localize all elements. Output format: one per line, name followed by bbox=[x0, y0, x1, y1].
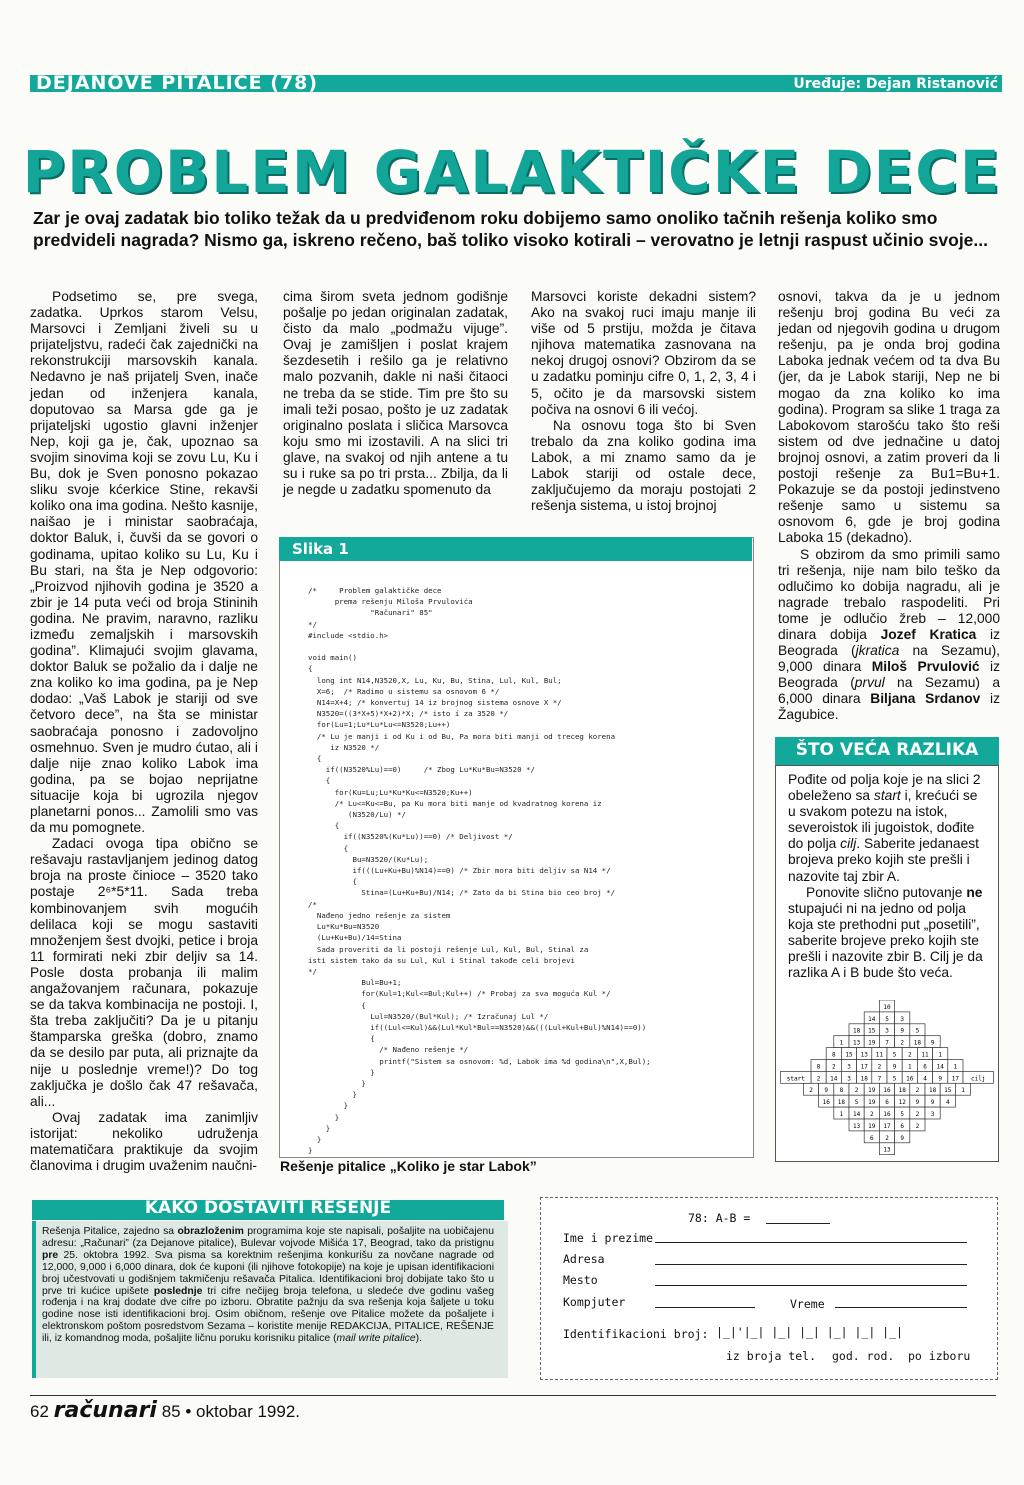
grid-cell-value: 2 bbox=[915, 1111, 920, 1118]
text: Pođite od polja koje je na slici 2 obeleženo sa bbox=[788, 772, 981, 804]
id-hint-choice: po izboru bbox=[908, 1349, 971, 1363]
start-word: start bbox=[873, 788, 901, 804]
article-lead: Zar je ovaj zadatak bio toliko težak da u predviđenom roku dobijemo samo onoliko tačnih rešenja koliko smo predvideli nagrada? Nismo ga, iskreno rečeno, baš toliko visoko kotirali – verovatno je letnji raspust učinio svoje... bbox=[33, 208, 989, 250]
page-footer bbox=[30, 1398, 300, 1423]
grid-cell-value: 2 bbox=[885, 1134, 889, 1142]
winner-2-nick: prvul bbox=[854, 675, 885, 691]
grid-cell-value: 1 bbox=[961, 1087, 965, 1095]
grid-cell-value: 7 bbox=[885, 1039, 889, 1047]
grid-cell-value: 16 bbox=[906, 1075, 914, 1083]
grid-cell-value: 5 bbox=[915, 1027, 920, 1035]
grid-cell-value: 2 bbox=[907, 1051, 912, 1059]
grid-cell-value: 5 bbox=[885, 1015, 889, 1023]
grid-cell-value: 18 bbox=[860, 1075, 868, 1083]
program-listing: /* Problem galaktičke dece prema rešenju Miloša Prvulovića "Računari" 85" */ #include <stdio.h> void main() { long int N14,N3520,X, Lu, Ku, Bu, Stina, Lul, Kul, Bul; X=6; /* Radimo u sistemu sa osnovom 6 */ N14=X+4; /* konvertuj 14 iz brojnog sistema osnove X */ N3520=((3*X+5)*X+2)*X; /* isto i za 3520 */ for(Lu=1;Lu*Lu*Lu<=N3520;Lu++) /* Lu je manji i od Ku i od Bu, Pa mora biti manji od treceg korena iz N3520 */ { if((N3520%Lu)==0) /* Zbog Lu*Ku*Bu=N3520 */ { for(Ku=Lu;Lu*Ku*Ku<=N3520;Ku++) /* Lu<=Ku<=Bu, pa Ku mora biti manje od kvadratnog korena iz (N3520/Lu) */ { if((N3520%(Ku*Lu))==0) /* Deljivost */ { Bu=N3520/(Ku*Lu); if(((Lu+Ku+Bu)%N14)==0) /* Zbir mora biti deljiv sa N14 */ { Stina=(Lu+Ku+Bu)/N14; /* Zato da bi Stina bio ceo broj */ /* Nađeno jedno rešenje za sistem Lu*Ku*Bu=N3520 (Lu+Ku+Bu)/14=Stina Sada proveriti da li postoji rešenje Lul, Kul, Bul, Stinal za isti sistem tako da su Lul, Kul i Stinal takođe celi brojevi */ Bul=Bu+1; for(Kul=1;Kul<=Bul;Kul++) /* Probaj za sva moguća Kul */ { Lul=N3520/(Bul*Kul); /* Izračunaj Lul */ if((Lul<=Kul)&&(Lul*Kul*Bul==N3520)&&(((Lul+Kul+Bul)%N14)==0)) { /* Nađeno rešenje */ printf("Sistem sa osnovom: %d, Labok ima %d godina\n",X,Bul); } } } } } } } } bbox=[308, 586, 651, 1156]
grid-cell-value: 3 bbox=[930, 1111, 935, 1118]
grid-cell-value: 4 bbox=[945, 1099, 950, 1107]
text: na Sezamu) a 6,000 dinara bbox=[778, 675, 1001, 707]
magazine-logo: računari bbox=[53, 1398, 157, 1423]
text: programima koje ste napisali, pošaljite na uobičajenu adresu: „Računari” (za Dejanove pitalice), Bulevar vojvode Mišića 17, Beograd, tako da pristignu bbox=[42, 1226, 494, 1249]
number-grid bbox=[780, 1000, 994, 1155]
column-4 bbox=[778, 289, 1000, 724]
winner-3: Biljana Srdanov bbox=[870, 691, 981, 707]
ne-word: ne bbox=[966, 884, 983, 900]
grid-cell-value: 10 bbox=[883, 1003, 891, 1011]
grid-cell-value: 2 bbox=[816, 1075, 821, 1083]
address-field[interactable] bbox=[655, 1264, 967, 1265]
id-boxes[interactable]: |_|'|_| |_| |_| |_| |_| |_| bbox=[716, 1325, 903, 1339]
grid-cell-value: 19 bbox=[868, 1087, 876, 1095]
grid-cell-value: 18 bbox=[913, 1039, 922, 1047]
text-bold: obrazloženim bbox=[177, 1226, 244, 1237]
grid-cell-value: 17 bbox=[951, 1075, 960, 1083]
text-bold: poslednje bbox=[153, 1285, 203, 1297]
grid-cell-value: 11 bbox=[921, 1051, 929, 1059]
grid-cell-value: 17 bbox=[860, 1063, 868, 1071]
grid-cell-value: 14 bbox=[852, 1111, 861, 1118]
grid-cell-value: 5 bbox=[892, 1051, 897, 1059]
grid-cell-value: 2 bbox=[869, 1111, 874, 1118]
grid-cell-value: 18 bbox=[837, 1099, 846, 1107]
grid-cell-value: 14 bbox=[936, 1063, 944, 1071]
grid-cell-value: 19 bbox=[868, 1099, 876, 1107]
grid-cell-value: 9 bbox=[900, 1134, 905, 1142]
coupon-computer-label: Kompjuter bbox=[563, 1295, 626, 1309]
page-number: 62 bbox=[30, 1402, 49, 1421]
grid-cell-value: 4 bbox=[923, 1075, 927, 1083]
grid-cell-value: 19 bbox=[868, 1039, 876, 1047]
grid-cell-value: 6 bbox=[869, 1134, 874, 1142]
winner-1: Jozef Kratica bbox=[880, 626, 977, 642]
grid-cell-value: 5 bbox=[892, 1075, 897, 1083]
time-field[interactable] bbox=[835, 1307, 967, 1308]
grid-cell-value: 2 bbox=[809, 1087, 813, 1095]
grid-cell-value: 3 bbox=[847, 1063, 851, 1071]
grid-cell-value: 3 bbox=[885, 1027, 889, 1035]
grid-cell-value: 19 bbox=[868, 1122, 876, 1130]
issue-date: oktobar 1992. bbox=[196, 1402, 300, 1421]
text: S obzirom da smo primili samo tri rešenja, nije nam bilo teško da odlučimo ko dobija nagradu, ali je nagrade trebalo raspodeliti. Pri tome je odlučio žreb – 12,000 dinara dobija bbox=[778, 546, 1000, 642]
grid-cell-value: 12 bbox=[898, 1099, 906, 1107]
id-hint-birthyear: god. rod. bbox=[832, 1349, 895, 1363]
grid-cell-value: 14 bbox=[868, 1015, 876, 1023]
grid-cell-value: 3 bbox=[847, 1075, 851, 1083]
grid-cell-value: 5 bbox=[854, 1099, 859, 1107]
text: 25. oktobra 1992. Sva pisma sa korektnim rešenjima konkurišu za novčane nagrade od 12,000, 9,000 i 6,000 dinara, dok će kuponi (ili njihove fotokopije) na koje je upisan identifikacioni broj učestvovati u godišnjem takmičenju rešavača Pitalica. Identifikacioni broj dobijate tako što u prve tri kućice upišete bbox=[42, 1249, 494, 1297]
grid-cell-value: 1 bbox=[839, 1039, 844, 1047]
grid-cell-value: 9 bbox=[938, 1075, 943, 1083]
name-field[interactable] bbox=[655, 1242, 967, 1243]
grid-cell-value: 8 bbox=[839, 1087, 844, 1095]
grid-cell-value: 9 bbox=[915, 1099, 920, 1107]
grid-cell-value: 13 bbox=[883, 1146, 891, 1154]
grid-cell-value: 18 bbox=[852, 1027, 861, 1035]
editor-credit: Uređuje: Dejan Ristanović bbox=[793, 76, 998, 92]
submission-title: KAKO DOSTAVITI REŠENJE bbox=[144, 1198, 392, 1218]
paragraph: Podsetimo se, pre svega, zadatka. Uprkos starom Velsu, Marsovci i Zemljani živeli su u prijateljstvu, radeći čak zajednički na rekonstrukciji marsovskih kanala. Nedavno je naš prijatelj Sven, inače jedan od inženjera kanala, doputovao sa Marsa gde ga je prijateljski ugostio glavni inženjer Nep, koji ga je, čak, upoznao sa svojim sinovima koji se zovu Lu, Ku i Bu, dok je Sven ponosno pokazao sliku svoje kćerkice Stine, rekavši koliko ona ima godina. Nešto kasnije, naišao je i ministar saobraćaja, doktor Baluk, i, čuvši da se govori o godinama, upitao koliko su Lu, Ku i Bu stari, na šta je Nep odgovorio: „Proizvod njihovih godina je 3520 a zbir je 14 puta veći od broja Stininih godina. Ne pravim, naravno, razliku između zemaljskih i marsovskih godina”. Klimajući svojim glavama, doktor Baluk se požalio da i dalje ne zna koliko ko ima godina, pa je Nep dodao: „Vaš Labok je stariji od sve četvoro dece”, na šta se ministar saobraćaja ponosno i zadovoljno osmehnuo. Sven je mudro ćutao, ali i dalje nije znao koliko Labok ima godina, pa se bojao neprijatne situacije koja bi ugrozila njegov planetarni ponos... Zamolili smo vas da mu pomognete. bbox=[30, 289, 258, 836]
coupon-time-label: Vreme bbox=[790, 1297, 825, 1311]
paragraph bbox=[788, 772, 984, 885]
city-field[interactable] bbox=[655, 1285, 967, 1286]
text: . Saberite jedanaest brojeva preko kojih ste prešli i nazovite taj zbir A. bbox=[788, 836, 980, 884]
text: Ponovite slično putovanje bbox=[806, 884, 967, 900]
cilj-word: cilj bbox=[840, 836, 857, 852]
series-title: DEJANOVE PITALICE (78) bbox=[36, 72, 319, 94]
grid-cell-value: 13 bbox=[860, 1051, 868, 1059]
winner-2: Miloš Prvulović bbox=[871, 659, 980, 675]
grid-cell-value: 1 bbox=[839, 1111, 844, 1118]
grid-cell-value: 6 bbox=[923, 1063, 927, 1071]
paragraph: osnovi, takva da je u jednom rešenju broj godina Bu veći za jedan od njegovih godina u drugom rešenju, pa je onda broj godina Laboka jednak većem od ta dva Bu (jer, da je Labok stariji, Nep ne bi mogao da zna koliko ko ima godina). Program sa slike 1 traga za Labokovom starošću tako što reši sistem od dve jednačine u datoj brojnoj osnovi, a zatim proveri da li postoji rešenje za Bu1=Bu+1. Pokazuje se da postoji jedinstveno rešenje samo u sistemu sa osnovom 6, gde je broj godina Laboka 15 (dekadno). bbox=[778, 289, 1000, 546]
paragraph: Na osnovu toga što bi Sven trebalo da zna koliko godina ima Labok, a mi znamo samo da je Labok stariji od ostale dece, zaključujemo da moraju postojati 2 rešenja sistema, u istoj brojnoj bbox=[531, 417, 756, 514]
grid-cell-value: 3 bbox=[900, 1015, 905, 1023]
grid-cell-value: 7 bbox=[877, 1075, 882, 1083]
grid-cell-value: 1 bbox=[907, 1063, 912, 1071]
text: Rešenja Pitalice, zajedno sa bbox=[42, 1226, 178, 1237]
grid-cell-value: 2 bbox=[831, 1063, 836, 1071]
text: stupajući ni na jedno od polja koja ste prethodni put „posetili”, saberite brojeve preko kojih ste prešli i nazovite zbir B. Cilj je da razlika A i B bude što veća. bbox=[788, 900, 983, 981]
grid-cell-value: 8 bbox=[831, 1051, 836, 1059]
grid-cell-value: 18 bbox=[898, 1087, 906, 1095]
grid-cell-value: 2 bbox=[877, 1063, 882, 1071]
coupon-answer-label: 78: A-B = bbox=[688, 1211, 751, 1225]
text: iz Žagubice. bbox=[778, 691, 1000, 723]
coupon-address-label: Adresa bbox=[563, 1252, 605, 1266]
grid-cell-value: 5 bbox=[900, 1111, 905, 1118]
grid-cell-value: 2 bbox=[915, 1087, 920, 1095]
coupon-id-label: Identifikacioni broj: bbox=[563, 1327, 709, 1341]
column-1 bbox=[30, 289, 258, 1174]
grid-cell-value: 17 bbox=[883, 1122, 891, 1130]
grid-cell-value: 15 bbox=[868, 1027, 876, 1035]
grid-cell-value: 9 bbox=[824, 1087, 829, 1095]
coupon-name-label: Ime i prezime bbox=[563, 1231, 654, 1245]
grid-cell-value: 6 bbox=[885, 1099, 889, 1107]
figure-1-label: Slika 1 bbox=[292, 540, 349, 558]
puzzle-title: ŠTO VEĆA RAZLIKA bbox=[795, 740, 979, 760]
text: iz Beograda ( bbox=[778, 626, 1000, 659]
grid-cell-value: 6 bbox=[900, 1122, 905, 1130]
text: tri cifre nečijeg broja telefona, u sledeće dve godinu vašeg rođenja i na kraj dodate dve cifre po izboru. Obratite pažnju da sva rešenja koja šaljete u toku godine nose isti identifikacioni broj. Osim običnom, rešenje ove Pitalice možete da pošaljete i elektronskom poštom posredstvom Sezama – koristite menije REDAKCIJA, PITALICE, REŠENJE ili, iz komandnog moda, pošaljite ličnu poruku korisniku pitalice ( bbox=[42, 1285, 494, 1345]
paragraph bbox=[788, 885, 984, 982]
article-headline: PROBLEM GALAKTIČKE DECE bbox=[22, 138, 1002, 206]
paragraph-winners bbox=[778, 547, 1000, 724]
text-bold: pre bbox=[42, 1249, 59, 1261]
text: ). bbox=[415, 1333, 423, 1345]
grid-cell-value: 14 bbox=[830, 1075, 838, 1083]
bullet: • bbox=[185, 1402, 192, 1421]
grid-cell-value: 9 bbox=[900, 1027, 905, 1035]
winner-1-nick: jkratica bbox=[855, 643, 900, 659]
grid-cell-value: 9 bbox=[930, 1099, 935, 1107]
issue-number: 85 bbox=[161, 1402, 181, 1421]
coupon-city-label: Mesto bbox=[563, 1273, 598, 1287]
grid-cell-value: 2 bbox=[854, 1087, 859, 1095]
grid-cell-value: 8 bbox=[816, 1063, 821, 1071]
start-label: start bbox=[786, 1075, 805, 1083]
grid-cell-value: 1 bbox=[953, 1063, 958, 1071]
computer-field[interactable] bbox=[655, 1307, 755, 1308]
grid-cell-value: 15 bbox=[845, 1051, 853, 1059]
grid-cell-value: 13 bbox=[852, 1039, 861, 1047]
text: i, krećući se u svakom potezu na istok, severoistok ili jugoistok, dođite do polja bbox=[788, 788, 978, 852]
text-italic: mail write pitalice bbox=[336, 1333, 416, 1345]
grid-cell-value: 16 bbox=[822, 1099, 830, 1107]
paragraph: Marsovci koriste dekadni sistem? Ako na svakoj ruci imaju manje ili više od 5 prstiju, možda je čitava njihova matematika zasnovana na nekoj drugoj osnovi? Obzirom da se u zadatku pominju cifre 0, 1, 2, 3, 4 i 5, očito je da marsovski sistem počiva na osnovi 6 ili većoj. bbox=[531, 289, 756, 417]
cilj-label: cilj bbox=[970, 1075, 986, 1083]
grid-cell-value: 2 bbox=[915, 1122, 920, 1130]
grid-cell-value: 9 bbox=[892, 1063, 897, 1071]
grid-cell-value: 11 bbox=[875, 1051, 884, 1059]
paragraph: Zadaci ovoga tipa obično se rešavaju rastavljanjem jedinog datog broja na proste činioce – 3520 tako postaje 2⁶*5*11. Sada treba kombinovanjem svih mogućih delilaca koji se mogu sastaviti množenjem šest dvojki, petice i broja 11 formirati neki zbir deljiv sa 14. Posle dosta probanja ili malim angažovanjem računara, pokazuje se da takva kombinacija ne postoji. I, šta treba zaključiti? Da je u pitanju štamparska greška (dobro, znamo da se desilo par puta, ali priznajte da nije u poslednje vreme!)? Do tog zaključka je došlo čak 47 rešavača, ali... bbox=[30, 836, 258, 1109]
grid-cell-value: 16 bbox=[883, 1111, 891, 1118]
column-2 bbox=[283, 289, 508, 498]
grid-cell-value: 2 bbox=[900, 1039, 905, 1047]
answer-field[interactable] bbox=[766, 1223, 830, 1224]
grid-cell-value: 1 bbox=[938, 1051, 943, 1059]
text: na Sezamu), 9,000 dinara bbox=[778, 643, 1000, 675]
column-3 bbox=[531, 289, 756, 514]
submission-text bbox=[42, 1226, 494, 1345]
paragraph: Ovaj zadatak ima zanimljiv istorijat: nekoliko udruženja matematičara praktikuje da svojim članovima i drugim uvaženim naučni- bbox=[30, 1109, 258, 1174]
grid-cell-value: 9 bbox=[930, 1039, 935, 1047]
figure-1-caption: Rešenje pitalice „Koliko je star Labok” bbox=[280, 1158, 537, 1174]
text: iz Beograda ( bbox=[778, 659, 1000, 691]
grid-cell-value: 13 bbox=[852, 1122, 861, 1130]
paragraph: cima širom sveta jednom godišnje pošalje po jedan originalan zadatak, čisto da malo „podmažu vijuge”. Ovaj je zamišljen i poslat krajem šezdesetih i rešilo ga je relativno malo pozvanih, dakle ni naši čitaoci ne treba da se stide. Tim pre što su imali teži posao, pošto je uz zadatak originalno poslata i sličica Marsovca koju smo mi izostavili. A na slici tri glave, na svakoj od njih antene a tu su i ruke sa po tri prsta... Zbilja, da li je negde u zadatku spomenuto da bbox=[283, 289, 508, 498]
footer-rule bbox=[30, 1395, 996, 1396]
grid-cell-value: 15 bbox=[944, 1087, 952, 1095]
figure-1-tab bbox=[279, 537, 752, 561]
grid-cell-value: 18 bbox=[928, 1087, 937, 1095]
puzzle-text bbox=[788, 772, 984, 981]
id-hint-phone: iz broja tel. bbox=[726, 1349, 817, 1363]
grid-cell-value: 16 bbox=[883, 1087, 891, 1095]
